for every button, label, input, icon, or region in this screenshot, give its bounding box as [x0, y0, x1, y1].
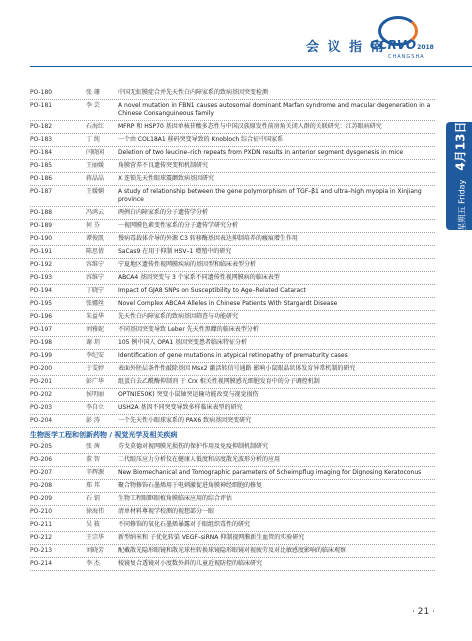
poster-id: PO-184: [30, 149, 53, 156]
logo-year: 2018: [417, 44, 434, 51]
poster-row: [30, 147, 435, 160]
presenter-name: 张 珊: [86, 89, 100, 96]
presenter-name: 徐海伟: [86, 508, 105, 515]
header-divider: [30, 66, 472, 67]
poster-id: PO-188: [30, 209, 53, 216]
poster-id: PO-202: [30, 391, 53, 398]
poster-row: [30, 402, 435, 415]
poster-row: [30, 493, 435, 506]
poster-id: PO-186: [30, 175, 53, 182]
poster-title: 105 例中国人 OPA1 基因突变患者临床特征分析: [118, 339, 248, 346]
poster-row: [30, 272, 435, 285]
presenter-name: 侯明丽: [86, 391, 105, 398]
poster-id: PO-204: [30, 417, 53, 424]
poster-row: [30, 87, 435, 100]
poster-id: PO-180: [30, 89, 53, 96]
poster-row: [30, 519, 435, 532]
poster-title: 芬戈莫德对视网膜光损伤的保护作用及免疫抑制机制研究: [118, 443, 269, 450]
poster-id: PO-197: [30, 326, 53, 333]
poster-title: 清单材料尊视学校测的视想部分一眼: [118, 508, 215, 515]
poster-title: 组蛋白去乙酰酶抑制剂 于 Crx 相关性视网膜感光细胞发育中的分子调控机制: [118, 378, 320, 385]
date-side-tab: [446, 122, 472, 230]
poster-title: A study of relationship between the gene polymorphism of TGF–β1 and ultra–high myopia in Xinjiang province: [118, 188, 422, 203]
poster-title: SaCas9 在用于抑制 HSV–1 增殖中的研究: [118, 248, 232, 255]
side-date: 4月13日: [453, 121, 468, 171]
presenter-name: 蒋晶晶: [86, 175, 105, 182]
poster-title: 一个由 COL18A1 移码突变导致的 Knobloch 综合征中国家系: [118, 136, 284, 143]
conference-logo: [370, 14, 440, 64]
poster-title: 棱镜复合透镜对小度数外斜的儿童近视防控的临床研究: [118, 560, 263, 567]
poster-title: X 连锁先天性眼球震颤致病基因研究: [118, 175, 215, 182]
poster-row: [30, 186, 435, 207]
presenter-name: 容维宁: [86, 261, 105, 268]
poster-id: PO-182: [30, 123, 53, 130]
poster-row: [30, 207, 435, 220]
poster-id: PO-211: [30, 521, 53, 528]
poster-row: [30, 363, 435, 376]
poster-id: PO-205: [30, 443, 53, 450]
poster-row: [30, 545, 435, 558]
poster-id: PO-196: [30, 313, 53, 320]
poster-row: [30, 480, 435, 493]
poster-title: Impact of GJA8 SNPs on Susceptibility to Age–Related Cataract: [118, 287, 306, 294]
poster-row: [30, 350, 435, 363]
poster-title: 二代眼压应力分析仪在健康人低度和高度散光波形分析的应用: [118, 456, 281, 463]
presenter-name: 冯鸿云: [86, 209, 105, 216]
poster-list-b: [30, 441, 435, 571]
poster-title: 聚合物修饰石墨烯用于电刺激促进角膜神经细胞的修复: [118, 482, 263, 489]
poster-id: PO-181: [30, 102, 53, 109]
presenter-name: 李 芸: [86, 102, 100, 109]
presenter-name: 丁 纯: [86, 136, 100, 143]
poster-list-a: [30, 87, 435, 428]
poster-id: PO-192: [30, 261, 53, 268]
poster-title: Identification of gene mutations in atypical retinopathy of prematurity cases: [118, 352, 348, 359]
poster-id: PO-203: [30, 404, 53, 411]
poster-id: PO-206: [30, 456, 53, 463]
logo-text: CCRVO: [370, 38, 417, 52]
poster-id: PO-200: [30, 365, 53, 372]
poster-id: PO-194: [30, 287, 53, 294]
poster-title: 配戴散光隐形眼镜和散光球柱转换球镜隐形眼镜对视疲劳及对比敏感度影响的临床观察: [118, 547, 347, 554]
poster-id: PO-208: [30, 482, 53, 489]
poster-row: [30, 532, 435, 545]
poster-row: [30, 246, 435, 259]
poster-title: MFRP 和 HSP70 基因单核苷酸多态性与中国汉族原发性前房角关闭人群的关联研究：江苏眼病研究: [118, 123, 382, 130]
presenter-name: 谭俊凯: [86, 235, 105, 242]
section-title: 生物医学工程和创新药物 / 视觉光学及相关疾病: [30, 431, 178, 439]
poster-title: Deletion of two leucine–rich repeats from PXDN results in anterior segment dysgenesis in mice: [118, 149, 404, 156]
poster-id: PO-190: [30, 235, 53, 242]
poster-row: [30, 467, 435, 480]
poster-title: 不同修饰的氧化石墨烯暴露对于眼组织毒性的研究: [118, 521, 251, 528]
presenter-name: 张娜丝: [86, 300, 105, 307]
poster-row: [30, 337, 435, 350]
poster-row: [30, 298, 435, 311]
side-weekday: 星期五 Friday: [457, 179, 467, 231]
presenter-name: 刘晓芳: [86, 547, 105, 554]
presenter-name: 何 芬: [86, 222, 100, 229]
poster-id: PO-209: [30, 495, 53, 502]
poster-row: [30, 134, 435, 147]
poster-title: Novel Complex ABCA4 Alleles in Chinese Patients With Stargardt Disease: [118, 300, 338, 307]
poster-title: 一个先天性小眼球家系的 PAX6 致病基因突变研究: [118, 417, 252, 424]
poster-row: [30, 285, 435, 298]
poster-row: [30, 324, 435, 337]
presenter-name: 石 钥: [86, 495, 100, 502]
presenter-name: 王丽媛: [86, 162, 105, 169]
page-title: 会 议 指 南: [306, 40, 386, 55]
poster-id: PO-185: [30, 162, 53, 169]
poster-title: 不同基因突变导致 Leber 先天性黑矇的临床表型分析: [118, 326, 259, 333]
poster-title: ABCA4 基因突变与 3 个家系不同遗传性视网膜病的临床表型: [118, 274, 280, 281]
poster-title: 两例白内障家系的分子遗传学分析: [118, 209, 209, 216]
presenter-name: 容维宁: [86, 274, 105, 281]
presenter-name: 谢 玥: [86, 339, 100, 346]
poster-title: 宁夏地区遗传性视网膜疾病的基因型和临床表型分析: [118, 261, 257, 268]
poster-row: [30, 160, 435, 173]
poster-row: [30, 415, 435, 428]
poster-row: [30, 376, 435, 389]
poster-id: PO-191: [30, 248, 53, 255]
presenter-name: 辛辉源: [86, 469, 105, 476]
presenter-name: 董 智: [86, 456, 100, 463]
poster-title: 中国无虹膜症合并先天性白内障家系的致病基因突变检测: [118, 89, 269, 96]
poster-title: 新型纳米和 子优化转染 VEGF–siRNA 抑制视网膜新生血管的实验研究: [118, 534, 305, 541]
poster-id: PO-195: [30, 300, 53, 307]
presenter-name: 石海红: [86, 123, 105, 130]
presenter-name: 彭 涛: [86, 417, 100, 424]
poster-id: PO-193: [30, 274, 53, 281]
poster-title: USH2A 基因不同突变导致多样临床表型的研究: [118, 404, 243, 411]
poster-id: PO-199: [30, 352, 53, 359]
poster-title: 生物工程眼眶眼植角膜临床应用的综合评估: [118, 495, 233, 502]
presenter-name: 李纪安: [86, 352, 105, 359]
presenter-name: 吴 筱: [86, 521, 100, 528]
poster-row: [30, 173, 435, 186]
presenter-name: 王媛娴: [86, 188, 105, 195]
poster-row: [30, 259, 435, 272]
poster-row: [30, 506, 435, 519]
presenter-name: 刘雅妮: [86, 326, 105, 333]
poster-title: 表面外胚层条件性敲除基因 Msx2 激活转信号通路 影响小鼠眼晶状体发育异常机制的研究: [118, 365, 356, 372]
presenter-name: 朱益华: [86, 313, 105, 320]
poster-row: [30, 441, 435, 454]
poster-title: A novel mutation in FBN1 causes autosomal dominant Marfan syndrome and macular degeneration in a Chinese Consanguineous family: [118, 102, 431, 117]
poster-row: [30, 454, 435, 467]
presenter-name: 闫晓闲: [86, 149, 105, 156]
logo-sub: CHANGSHA: [388, 54, 425, 60]
poster-title: OPTN(E50K) 突变小鼠轴突运输功能改变与视觉损伤: [118, 391, 259, 398]
poster-row: [30, 311, 435, 324]
poster-id: PO-189: [30, 222, 53, 229]
poster-id: PO-214: [30, 560, 53, 567]
presenter-name: 于雯婷: [86, 365, 105, 372]
poster-id: PO-210: [30, 508, 53, 515]
poster-row: [30, 100, 435, 121]
poster-title: 先天性白内障家系的致病基因筛查与功能研究: [118, 313, 239, 320]
poster-id: PO-201: [30, 378, 53, 385]
poster-id: PO-183: [30, 136, 53, 143]
page-number: · 21 ·: [412, 607, 435, 617]
poster-row: [30, 233, 435, 246]
poster-title: New Biomechanical and Tomographic parameters of Scheimpflug imaging for Dignosing Keratoconus: [118, 469, 422, 476]
poster-id: PO-198: [30, 339, 53, 346]
poster-row: [30, 220, 435, 233]
poster-row: [30, 558, 435, 571]
presenter-name: 彭广华: [86, 378, 105, 385]
presenter-name: 李 杰: [86, 560, 100, 567]
poster-id: PO-212: [30, 534, 53, 541]
poster-title: 一视网膜色素变性家系的分子遗传学研究分析: [118, 222, 239, 229]
presenter-name: 张 茜: [86, 443, 100, 450]
poster-row: [30, 389, 435, 402]
poster-id: PO-207: [30, 469, 53, 476]
poster-id: PO-213: [30, 547, 53, 554]
poster-row: [30, 121, 435, 134]
poster-id: PO-187: [30, 188, 53, 195]
presenter-name: 陈思倩: [86, 248, 105, 255]
presenter-name: 王宗华: [86, 534, 105, 541]
poster-title: 角膜营养不良遗传突变和机制研究: [118, 162, 209, 169]
presenter-name: 丁晓宁: [86, 287, 105, 294]
presenter-name: 李自立: [86, 404, 105, 411]
poster-title: 慢病毒载体介导的外源 C3 转移酶基因表达抑制培养的瘢痕增生作用: [118, 235, 298, 242]
presenter-name: 郑 邦: [86, 482, 100, 489]
